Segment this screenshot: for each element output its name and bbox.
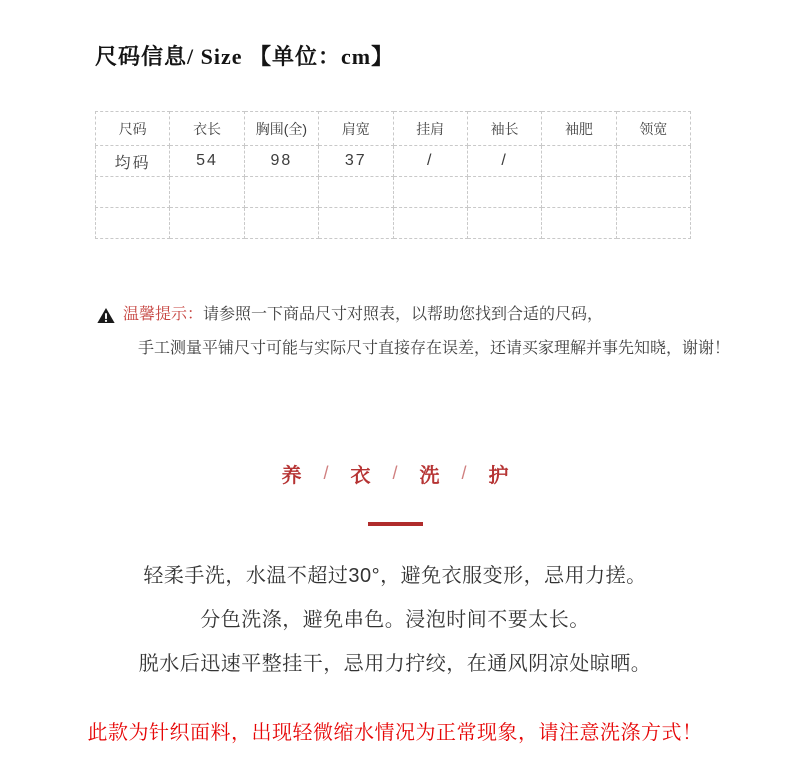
size-table-header-row — [96, 112, 691, 146]
table-cell — [467, 208, 541, 239]
slash-separator: / — [323, 463, 329, 483]
slash-separator: / — [392, 463, 398, 483]
table-cell — [319, 177, 393, 208]
table-cell — [542, 177, 616, 208]
table-cell — [244, 208, 318, 239]
table-cell — [170, 177, 244, 208]
table-cell — [467, 177, 541, 208]
table-cell: / — [467, 146, 541, 177]
table-header-cell: 袖肥 — [542, 112, 616, 146]
table-row — [96, 177, 691, 208]
table-cell — [616, 208, 690, 239]
table-cell — [96, 208, 170, 239]
care-title-char: 衣 — [350, 465, 371, 487]
table-cell — [96, 177, 170, 208]
table-cell: 98 — [244, 146, 318, 177]
size-table — [95, 111, 691, 239]
table-row — [96, 146, 691, 177]
care-title-char: 护 — [488, 465, 509, 487]
warning-triangle-icon — [97, 307, 115, 324]
table-header-cell: 尺码 — [96, 112, 170, 146]
table-header-cell: 胸围(全) — [244, 112, 318, 146]
care-instruction-line: 轻柔手洗，水温不超过30°，避免衣服变形，忌用力搓。 — [143, 565, 647, 587]
table-cell — [244, 177, 318, 208]
table-cell: 54 — [170, 146, 244, 177]
table-cell — [393, 177, 467, 208]
warning-notice — [97, 305, 790, 359]
care-title-char: 洗 — [419, 465, 440, 487]
notice-text-line1: 请参照一下商品尺寸对照表，以帮助您找到合适的尺码， — [203, 306, 604, 323]
table-cell — [393, 208, 467, 239]
page-title: 尺码信息/ Size 【单位：cm】 — [95, 44, 395, 69]
table-header-cell: 挂肩 — [393, 112, 467, 146]
care-title-char: 养 — [281, 465, 302, 487]
notice-label: 温馨提示： — [123, 306, 204, 323]
notice-text-line2: 手工测量平铺尺寸可能与实际尺寸直接存在误差，还请买家理解并事先知晓，谢谢！ — [138, 340, 731, 357]
table-cell: 均码 — [96, 146, 170, 177]
table-header-cell: 领宽 — [616, 112, 690, 146]
care-divider — [368, 522, 423, 526]
table-header-cell: 肩宽 — [319, 112, 393, 146]
table-cell: 37 — [319, 146, 393, 177]
shrink-warning-text: 此款为针织面料，出现轻微缩水情况为正常现象，请注意洗涤方式！ — [87, 722, 703, 744]
care-instructions — [0, 562, 790, 678]
care-section-title — [0, 459, 790, 488]
table-header-cell: 袖长 — [467, 112, 541, 146]
table-header-cell: 衣长 — [170, 112, 244, 146]
care-instruction-line: 分色洗涤，避免串色。浸泡时间不要太长。 — [200, 609, 590, 631]
care-instruction-line: 脱水后迅速平整挂干，忌用力拧绞，在通风阴凉处晾晒。 — [138, 653, 652, 675]
table-cell — [616, 177, 690, 208]
table-cell — [542, 208, 616, 239]
notice-line-1 — [97, 305, 790, 325]
table-cell — [616, 146, 690, 177]
table-cell: / — [393, 146, 467, 177]
table-cell — [319, 208, 393, 239]
table-row — [96, 208, 691, 239]
slash-separator: / — [461, 463, 467, 483]
table-cell — [170, 208, 244, 239]
table-cell — [542, 146, 616, 177]
